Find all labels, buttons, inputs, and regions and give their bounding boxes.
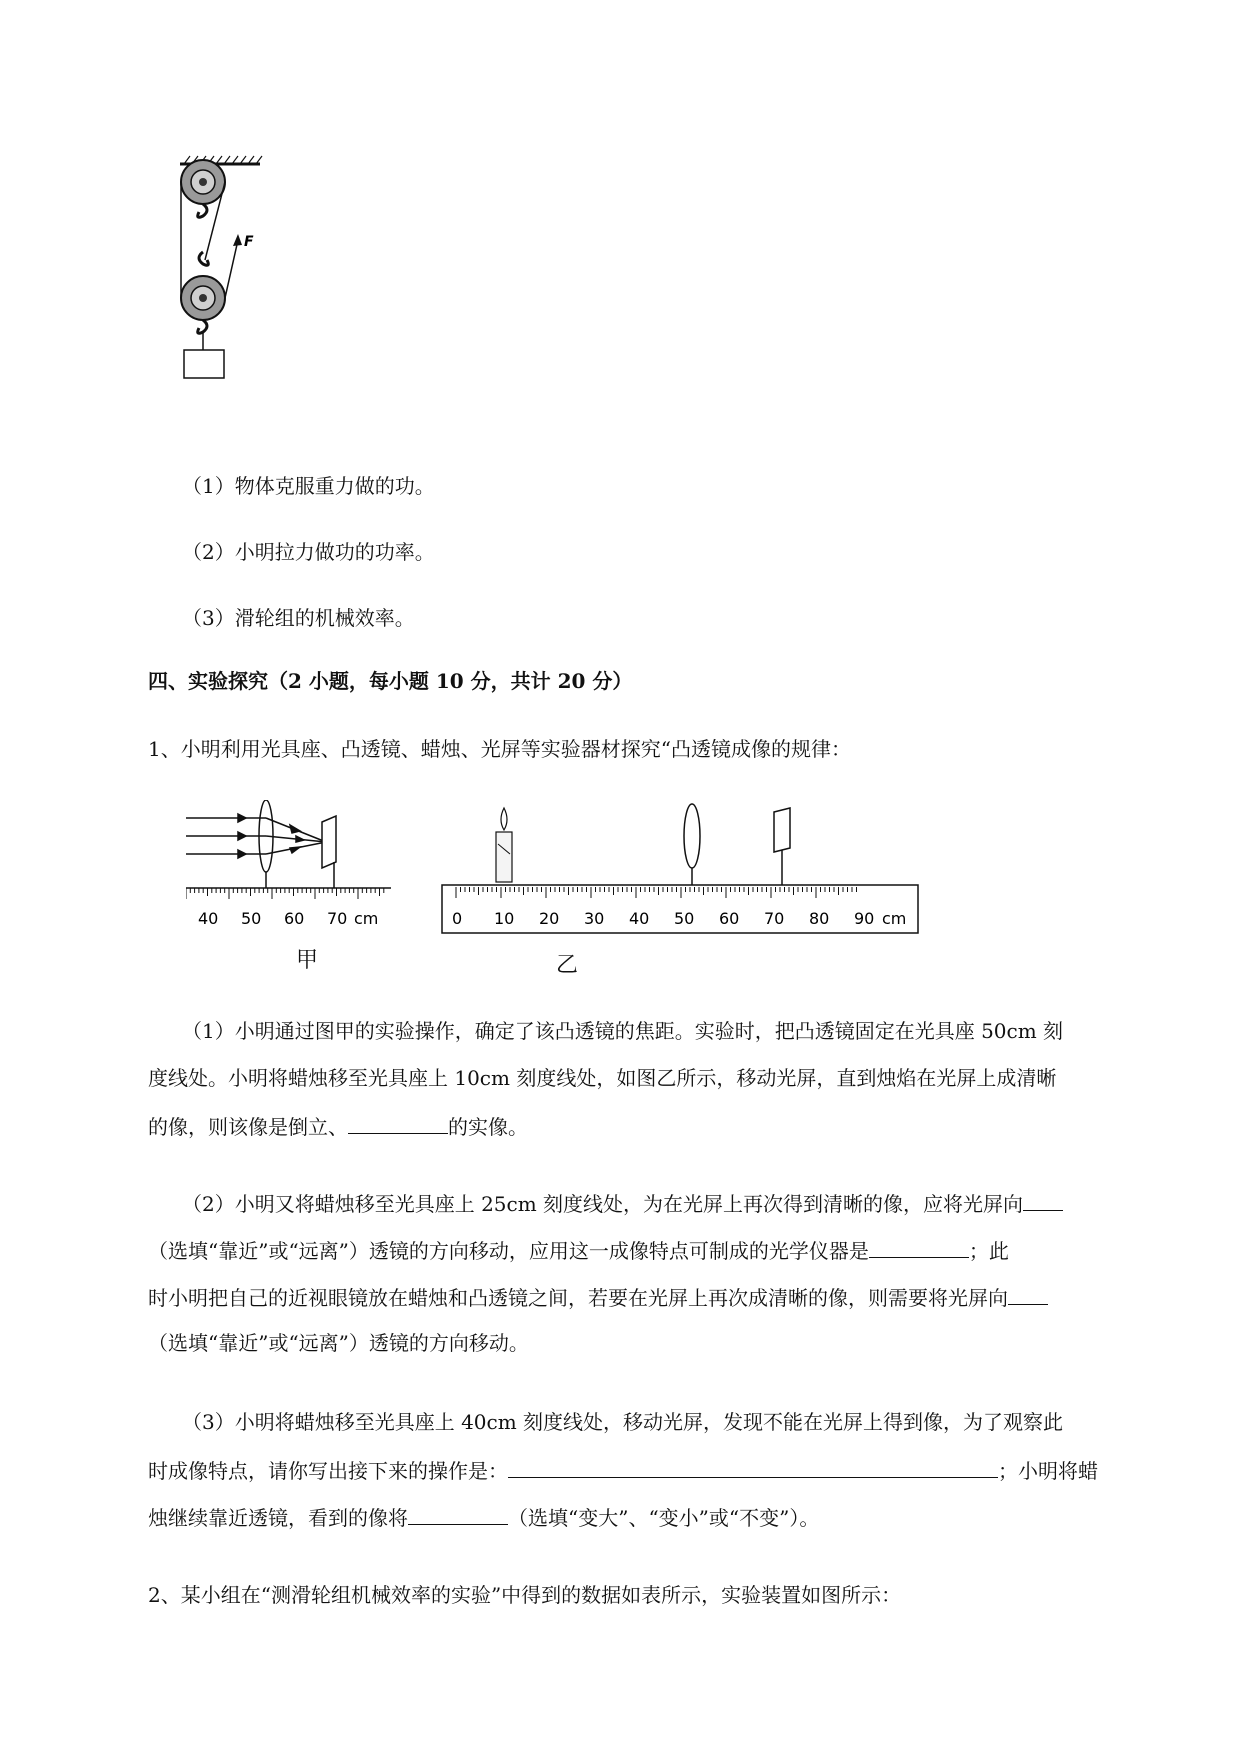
- question-2: （2）小明拉力做功的功率。: [182, 540, 435, 564]
- problem2-intro: 2、某小组在“测滑轮组机械效率的实验”中得到的数据如表所示，实验装置如图所示：: [148, 1583, 902, 1607]
- problem1-intro: 1、小明利用光具座、凸透镜、蜡烛、光屏等实验器材探究“凸透镜成像的规律：: [148, 737, 851, 761]
- p2-line3: [148, 1284, 1048, 1310]
- p3-answer-blank-1[interactable]: [508, 1457, 998, 1478]
- yi-tick-50: 50: [674, 909, 695, 928]
- pulley-diagram: [170, 150, 290, 390]
- yi-tick-70: 70: [764, 909, 785, 928]
- jia-tick-60: 60: [284, 909, 305, 928]
- yi-unit: cm: [882, 909, 907, 928]
- p2-line1: [182, 1190, 1063, 1216]
- yi-tick-30: 30: [584, 909, 605, 928]
- yi-tick-90: 90: [854, 909, 875, 928]
- question-1: （1）物体克服重力做的功。: [182, 474, 435, 498]
- p2-line2: [148, 1237, 1009, 1263]
- question-3: （3）滑轮组的机械效率。: [182, 606, 415, 630]
- yi-tick-0: 0: [452, 909, 463, 928]
- figure-jia-caption: 甲: [296, 948, 319, 973]
- figure-jia-diagram: [186, 800, 406, 930]
- jia-tick-40: 40: [198, 909, 219, 928]
- weight-block: [184, 350, 224, 378]
- p2-answer-blank-3[interactable]: [1008, 1284, 1048, 1305]
- yi-tick-60: 60: [719, 909, 740, 928]
- p2-line2-b: ；此: [968, 1239, 1009, 1263]
- p3-line2: [148, 1457, 1098, 1483]
- p2-line1-a: （2）小明又将蜡烛移至光具座上 25cm 刻度线处，为在光屏上再次得到清晰的像，应将光屏向: [182, 1192, 1024, 1216]
- p3-line2-b: ；小明将蜡: [998, 1459, 1098, 1483]
- p3-line3-b: （选填“变大”、“变小”或“不变”）。: [508, 1506, 820, 1530]
- p1-line2: 度线处。小明将蜡烛移至光具座上 10cm 刻度线处，如图乙所示，移动光屏，直到烛焰在光屏上成清晰: [148, 1066, 1057, 1090]
- figure-yi-caption: 乙: [556, 953, 579, 978]
- force-label: F: [244, 234, 254, 250]
- p1-line3-a: 的像，则该像是倒立、: [148, 1115, 348, 1139]
- p2-answer-blank-1[interactable]: [1023, 1190, 1063, 1211]
- p3-line3-a: 烛继续靠近透镜，看到的像将: [148, 1506, 408, 1530]
- p3-line2-a: 时成像特点，请你写出接下来的操作是：: [148, 1459, 508, 1483]
- figure-yi-diagram: [438, 800, 922, 935]
- section-title: 四、实验探究（2 小题，每小题 10 分，共计 20 分）: [148, 669, 633, 693]
- p1-line3-b: 的实像。: [448, 1115, 528, 1139]
- p2-answer-blank-2[interactable]: [869, 1237, 969, 1258]
- p1-line1: （1）小明通过图甲的实验操作，确定了该凸透镜的焦距。实验时，把凸透镜固定在光具座 50cm 刻: [182, 1019, 1064, 1043]
- pulley-figure: [170, 150, 290, 390]
- p1-answer-blank[interactable]: [348, 1113, 448, 1134]
- yi-tick-80: 80: [809, 909, 830, 928]
- yi-tick-40: 40: [629, 909, 650, 928]
- figure-yi: [438, 800, 922, 935]
- p2-line2-a: （选填“靠近”或“远离”）透镜的方向移动，应用这一成像特点可制成的光学仪器是: [148, 1239, 869, 1263]
- p2-line4: （选填“靠近”或“远离”）透镜的方向移动。: [148, 1331, 529, 1355]
- p2-line3-a: 时小明把自己的近视眼镜放在蜡烛和凸透镜之间，若要在光屏上再次成清晰的像，则需要将光屏向: [148, 1286, 1008, 1310]
- yi-tick-10: 10: [494, 909, 515, 928]
- jia-tick-50: 50: [241, 909, 262, 928]
- yi-tick-20: 20: [539, 909, 560, 928]
- p3-answer-blank-2[interactable]: [408, 1504, 508, 1525]
- jia-unit: cm: [354, 909, 379, 928]
- p3-line3: [148, 1504, 819, 1530]
- p1-line3: [148, 1113, 528, 1139]
- jia-tick-70: 70: [327, 909, 348, 928]
- p3-line1: （3）小明将蜡烛移至光具座上 40cm 刻度线处，移动光屏，发现不能在光屏上得到像，为了观察此: [182, 1410, 1064, 1434]
- figure-jia: [186, 800, 406, 930]
